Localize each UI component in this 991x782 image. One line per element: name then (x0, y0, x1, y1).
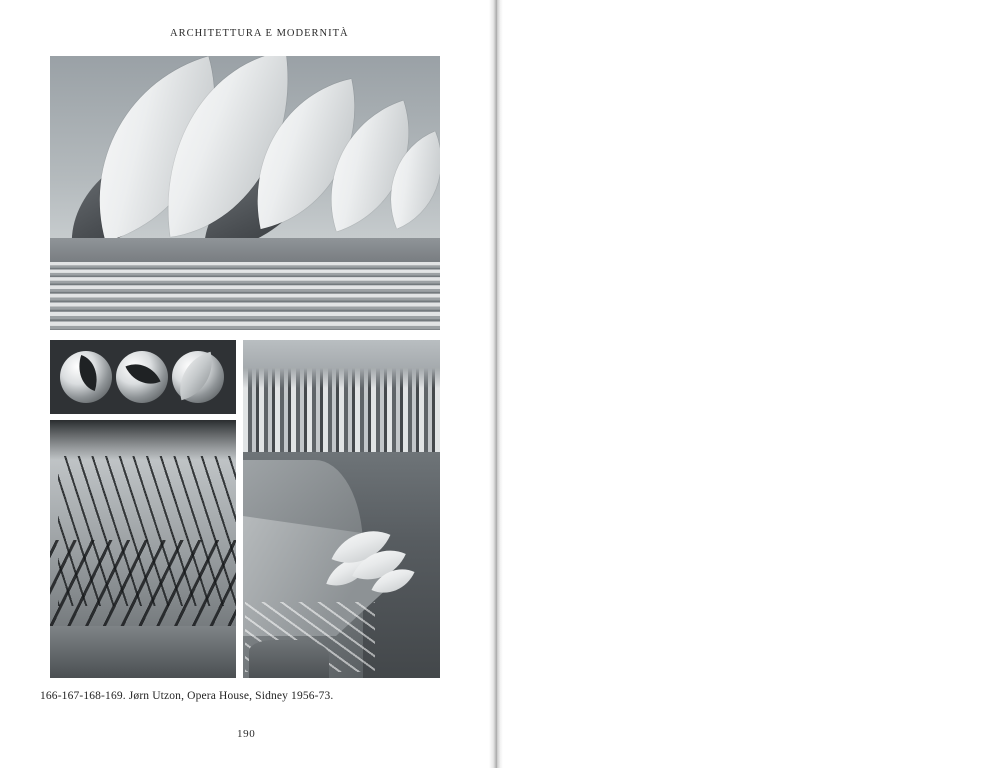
left-page (0, 0, 496, 768)
sphere-geometry-models-photo (50, 340, 236, 414)
right-page (496, 0, 991, 768)
figure-caption: 166-167-168-169. Jørn Utzon, Opera House, Sidney 1956-73. (40, 690, 334, 702)
park (249, 640, 329, 678)
monumental-stair (50, 262, 440, 330)
ceiling-shadow (50, 420, 236, 460)
running-head-left: ARCHITETTURA E MODERNITÀ (170, 28, 349, 39)
opera-house-shells-photo (50, 56, 440, 330)
city-skyline (243, 368, 440, 460)
page-number-left: 190 (237, 728, 256, 740)
shell-ribs-interior-photo (50, 420, 236, 678)
sydney-harbour-aerial-photo (243, 340, 440, 678)
floor (50, 626, 236, 678)
